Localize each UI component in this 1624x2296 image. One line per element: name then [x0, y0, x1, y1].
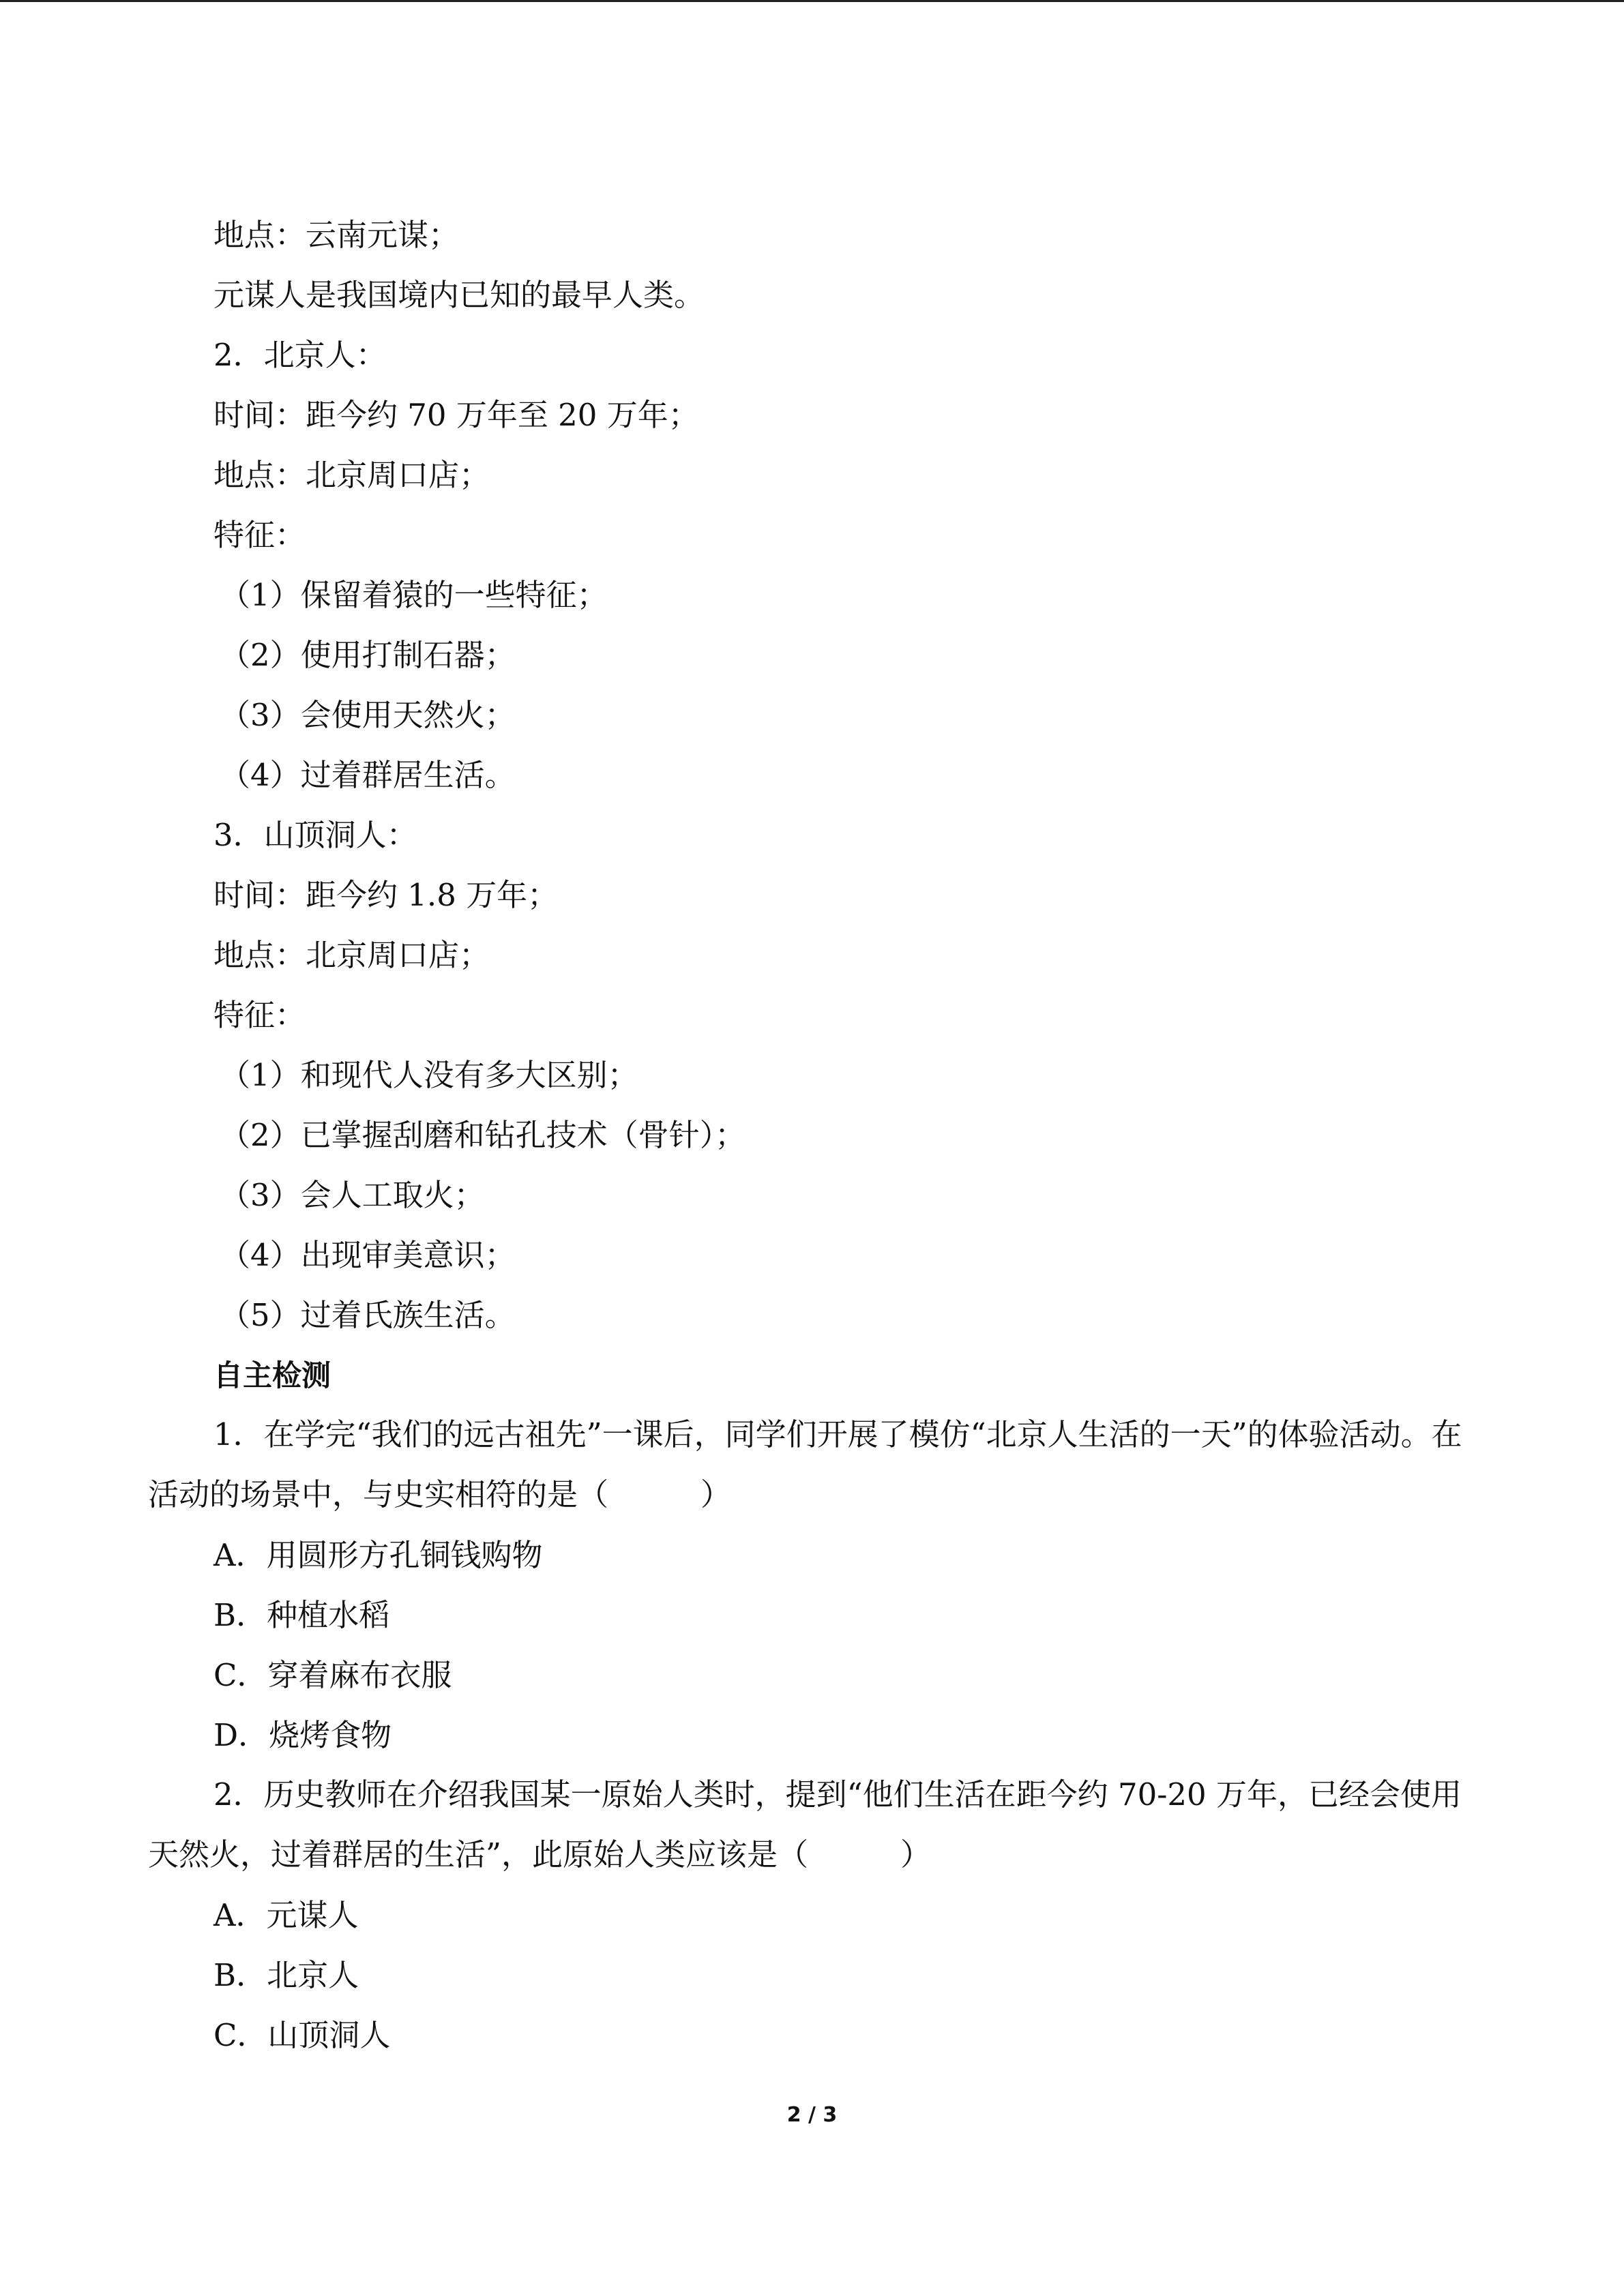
list-item: （2）已掌握刮磨和钻孔技术（骨针）； [220, 1117, 746, 1153]
text-line: 时间：距今约 1.8 万年； [213, 877, 559, 913]
question-1-stem: 1．在学完“我们的远古祖先”一课后，同学们开展了模仿“北京人生活的一天”的体验活动。在活动的场景中，与史实相符的是（ ） [148, 1416, 1462, 1512]
question-2-stem: 2．历史教师在介绍我国某一原始人类时，提到“他们生活在距今约 70-20 万年，已经会使用天然火，过着群居的生活”，此原始人类应该是（ ） [148, 1776, 1462, 1873]
text-line: 特征： [213, 997, 306, 1033]
text-line: 时间：距今约 70 万年至 20 万年； [213, 397, 699, 433]
section-heading: 自主检测 [213, 1359, 331, 1393]
list-item: （4）过着群居生活。 [220, 757, 516, 793]
text-line: 元谋人是我国境内已知的最早人类。 [213, 277, 705, 313]
question-2-option-b: B．北京人 [213, 1957, 359, 1993]
text-line: 特征： [213, 517, 306, 553]
list-item: （4）出现审美意识； [220, 1237, 516, 1273]
text-line: 地点：北京周口店； [213, 457, 490, 493]
section-title-upper-cave-man: 3．山顶洞人： [213, 817, 417, 853]
section-title-beijing-man: 2．北京人： [213, 337, 387, 373]
question-1-option-b: B．种植水稻 [213, 1597, 390, 1633]
question-2-option-a: A．元谋人 [213, 1897, 359, 1933]
list-item: （3）会使用天然火； [220, 697, 516, 733]
page-number: 2 / 3 [786, 2103, 838, 2127]
list-item: （2）使用打制石器； [220, 637, 516, 673]
list-item: （3）会人工取火； [220, 1177, 485, 1213]
list-item: （1）保留着猿的一些特征； [220, 577, 608, 613]
text-line: 地点：北京周口店； [213, 937, 490, 973]
text-line: 地点：云南元谋； [213, 217, 460, 253]
question-1-option-a: A．用圆形方孔铜钱购物 [213, 1537, 543, 1573]
list-item: （5）过着氏族生活。 [220, 1297, 516, 1333]
question-1-option-c: C．穿着麻布衣服 [213, 1657, 452, 1693]
list-item: （1）和现代人没有多大区别； [220, 1057, 638, 1093]
question-2-option-c: C．山顶洞人 [213, 2017, 391, 2053]
question-1-option-d: D．烧烤食物 [213, 1717, 392, 1753]
